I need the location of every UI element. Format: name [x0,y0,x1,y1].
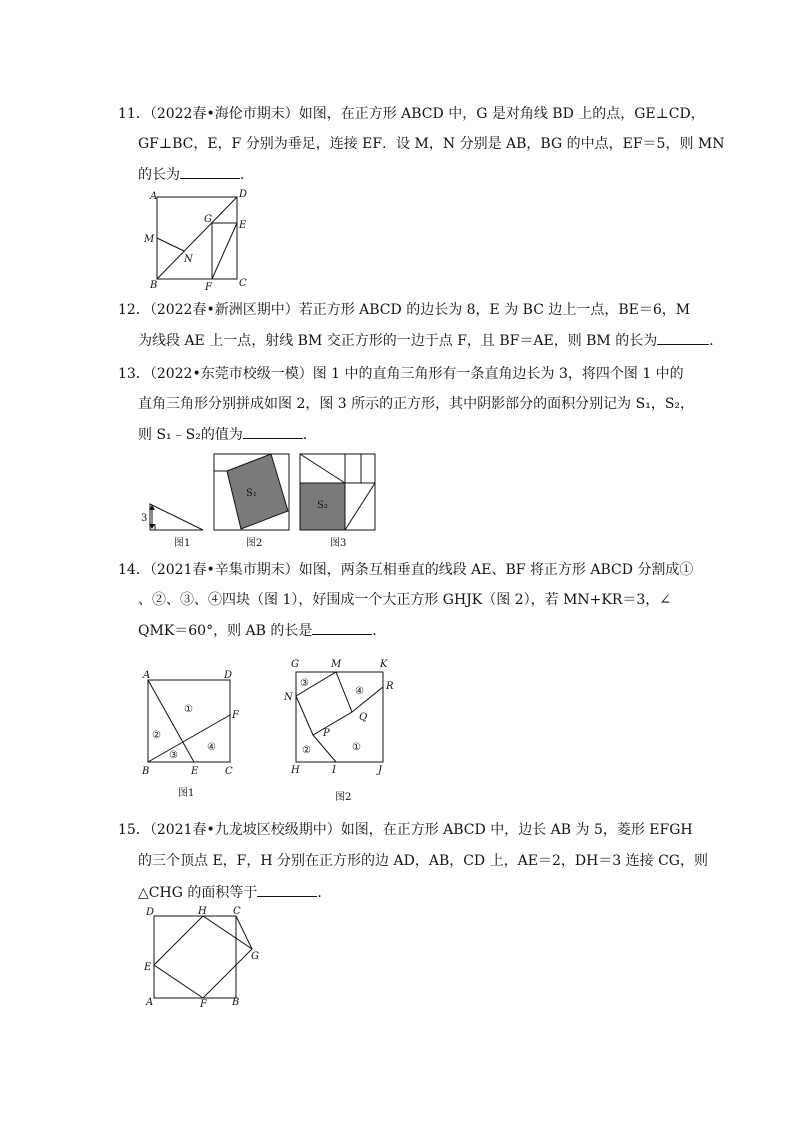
q11-label-n: N [184,254,193,265]
q14-end: ． [372,623,387,639]
q11-line-3 [138,164,254,185]
answer-blank [257,882,317,897]
q11-figure [140,188,260,292]
q12-end: ． [709,333,724,349]
q14-line-3-text: QMK＝60°，则 AB 的长是 [138,623,313,639]
q14-f1-label-4: ④ [207,742,216,753]
q14-f1-label-3: ③ [169,750,178,761]
q15-label-g: G [251,951,259,962]
q14-f1-label-e: E [191,766,199,777]
q13-caption-1: 图1 [174,538,191,549]
q11-line-2: GF⊥BC，E，F 分别为垂足，连接 EF．设 M，N 分别是 AB，BG 的中点，EF＝5，则 MN [138,136,725,152]
q14-f1-label-d: D [224,670,233,681]
q14-f2-label-p: P [323,728,330,739]
q14-f1-label-c: C [225,766,233,777]
q13-label-s1: S₁ [246,488,257,499]
q14-f2-label-r: R [386,681,394,692]
q14-f2-label-q: Q [359,712,368,723]
q12-line-1: 12．（2022春•新洲区期中）若正方形 ABCD 的边长为 8，E 为 BC 边上一点，BE＝6，M [118,302,691,318]
q14-caption-2: 图2 [335,792,352,803]
q14-f2-label-m: M [331,659,342,670]
q13-label-3: 3 [141,513,148,524]
q11-line-3-text: 的长为 [138,167,180,183]
q14-f1-label-a: A [143,670,151,681]
q15-label-e: E [144,962,152,973]
q13-line-3-text: 则 S₁﹣S₂的值为 [138,427,243,443]
answer-blank [180,164,240,179]
q13-line-1: 13．（2022•东莞市校级一模）图 1 中的直角三角形有一条直角边长为 3，将四个图 1 中的 [118,366,684,382]
q12-line-2-text: 为线段 AE 上一点，射线 BM 交正方形的一边于点 F，且 BF＝AE，则 BM 的长为 [138,333,658,349]
q11-line-1: 11．（2022春•海伦市期末）如图，在正方形 ABCD 中，G 是对角线 BD 上的点，GE⊥CD， [118,106,705,122]
q11-label-a: A [150,191,158,202]
q11-label-g: G [204,214,212,225]
q15-label-b: B [232,997,240,1008]
q13-figure-3 [299,453,379,553]
q13-end: ． [302,427,317,443]
q14-f2-label-2: ② [302,745,311,756]
q15-figure [142,904,272,1014]
q13-figure-1 [138,496,208,556]
q15-label-f: F [200,999,207,1010]
q14-f1-label-f: F [232,710,239,721]
q14-figure-1 [140,668,250,808]
q11-label-m: M [144,234,155,245]
q11-label-f: F [205,282,212,293]
q14-line-1: 14．（2021春•辛集市期末）如图，两条互相垂直的线段 AE、BF 将正方形 ABCD 分割成① [118,562,694,578]
q15-label-h: H [198,906,207,917]
q14-f2-label-h: H [291,765,300,776]
q11-label-b: B [150,280,158,291]
q12-line-2 [138,330,723,351]
q15-label-d: D [146,907,155,918]
q13-figure-2 [213,453,293,553]
q14-f1-label-b: B [142,766,150,777]
q11-end: ． [240,167,254,183]
q14-f1-label-2: ② [152,730,161,741]
q14-line-3 [138,620,386,641]
q14-f2-label-i: I [332,765,336,776]
answer-blank [243,424,303,439]
q15-line-1: 15．（2021春•九龙坡区校级期中）如图，在正方形 ABCD 中，边长 AB 为 5，菱形 EFGH [118,822,693,838]
q14-figure-2 [282,656,402,806]
q14-f2-label-g: G [291,659,299,670]
q14-f2-label-n: N [284,692,293,703]
q14-f2-label-k: K [380,659,388,670]
q11-label-c: C [239,278,247,289]
q13-caption-3: 图3 [330,538,347,549]
q14-line-2: 、②、③、④四块（图 1），好围成一个大正方形 GHJK（图 2），若 MN+KR＝3，∠ [138,592,672,608]
q14-caption-1: 图1 [178,788,195,799]
q15-line-3-text: △CHG 的面积等于 [138,885,258,901]
q15-line-2: 的三个顶点 E，F，H 分别在正方形的边 AD，AB，CD 上，AE＝2，DH＝3 连接 CG，则 [138,853,708,869]
answer-blank [312,620,372,635]
q13-line-3 [138,424,317,445]
q15-end: ． [317,885,332,901]
q14-f2-label-4: ④ [355,686,364,697]
q14-f2-label-j: J [378,765,383,776]
q15-label-a: A [146,997,154,1008]
q15-line-3 [138,882,331,903]
answer-blank [657,330,709,345]
q11-label-d: D [239,189,248,200]
q13-caption-2: 图2 [246,538,263,549]
q14-f2-label-3: ③ [300,678,309,689]
q14-f2-label-1: ① [352,742,361,753]
q13-label-s2: S₂ [317,500,328,511]
q14-f1-label-1: ① [184,704,193,715]
q11-label-e: E [239,220,247,231]
q15-label-c: C [233,906,241,917]
q13-line-2: 直角三角形分别拼成如图 2，图 3 所示的正方形，其中阴影部分的面积分别记为 S₁，S₂， [138,396,695,412]
